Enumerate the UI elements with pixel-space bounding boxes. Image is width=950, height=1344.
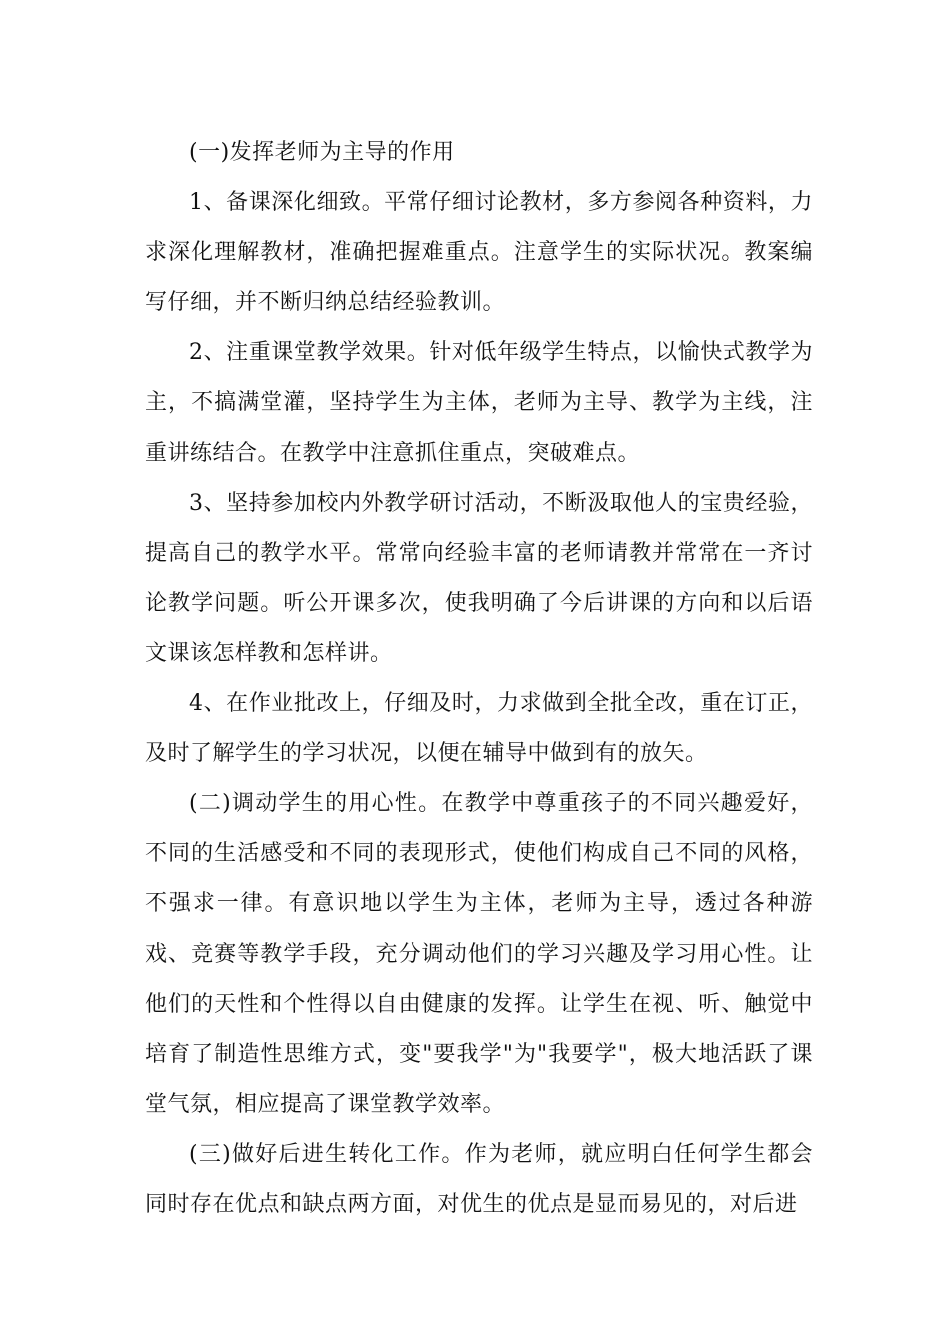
paragraph-struggling-students: (三)做好后进生转化工作。作为老师，就应明白任何学生都会同时存在优点和缺点两方面，对优生的优点是显而易见的，对后进 bbox=[145, 1141, 813, 1217]
paragraph-homework-correction: 4、在作业批改上，仔细及时，力求做到全批全改，重在订正，及时了解学生的学习状况，以便在辅导中做到有的放矢。 bbox=[145, 691, 813, 767]
paragraph-lesson-prep: 1、备课深化细致。平常仔细讨论教材，多方参阅各种资料，力求深化理解教材，准确把握难重点。注意学生的实际状况。教案编写仔细，并不断归纳总结经验教训。 bbox=[145, 190, 813, 316]
section-heading-1: (一)发挥老师为主导的作用 bbox=[189, 140, 455, 165]
paragraph-classroom-effect: 2、注重课堂教学效果。针对低年级学生特点，以愉快式教学为主，不搞满堂灌，坚持学生为主体，老师为主导、教学为主线，注重讲练结合。在教学中注意抓住重点，突破难点。 bbox=[145, 340, 813, 466]
paragraph-research-activities: 3、坚持参加校内外教学研讨活动，不断汲取他人的宝贵经验，提高自己的教学水平。常常向经验丰富的老师请教并常常在一齐讨论教学问题。听公开课多次，使我明确了今后讲课的方向和以后语文课该怎样教和怎样讲。 bbox=[145, 490, 813, 666]
document-body bbox=[145, 128, 813, 1230]
paragraph-student-motivation: (二)调动学生的用心性。在教学中尊重孩子的不同兴趣爱好，不同的生活感受和不同的表现形式，使他们构成自己不同的风格，不强求一律。有意识地以学生为主体，老师为主导，透过各种游戏、竞赛等教学手段，充分调动他们的学习兴趣及学习用心性。让他们的天性和个性得以自由健康的发挥。让学生在视、听、触觉中培育了制造性思维方式，变"要我学"为"我要学"，极大地活跃了课堂气氛，相应提高了课堂教学效率。 bbox=[145, 791, 813, 1117]
